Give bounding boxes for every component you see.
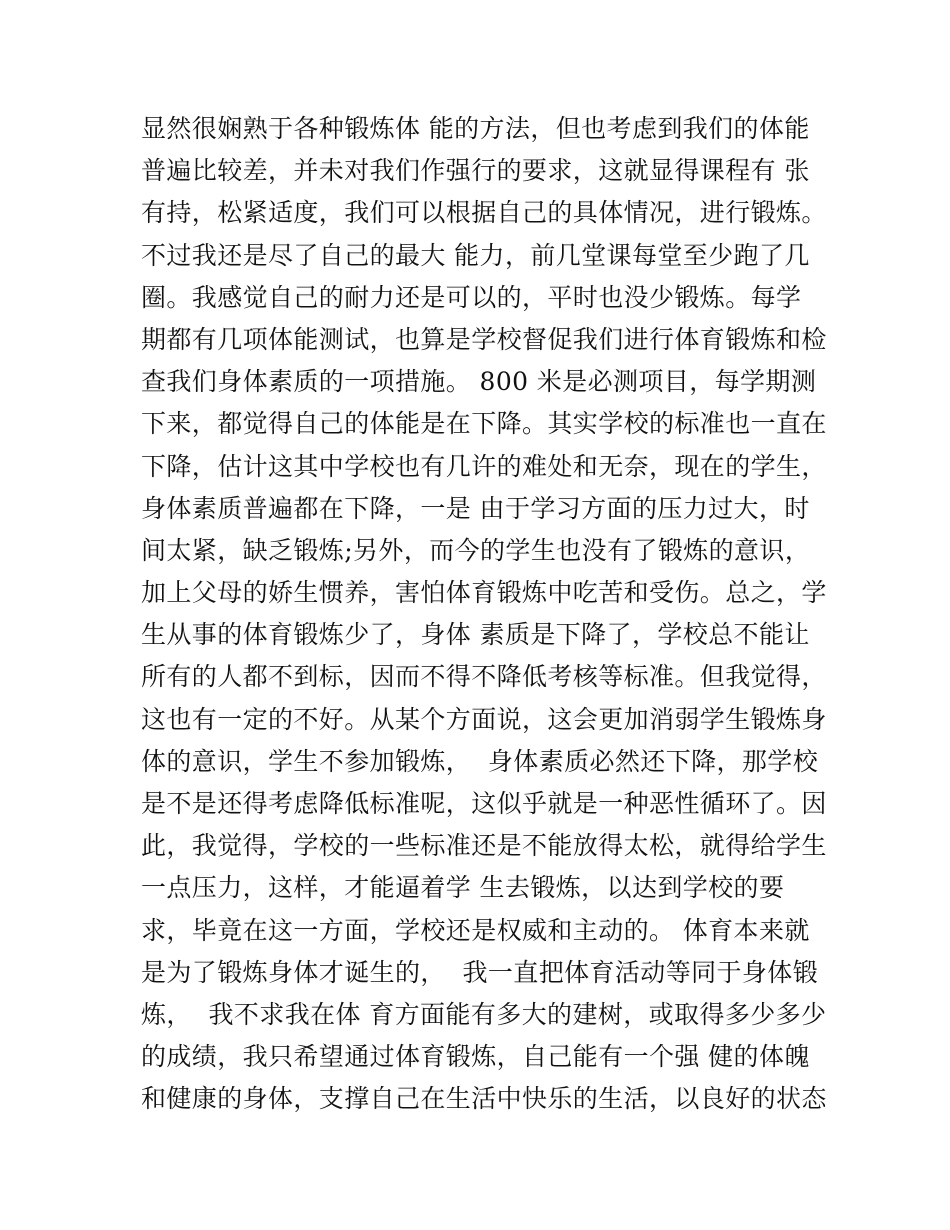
text-line: 此，我觉得，学校的一些标准还是不能放得太松，就得给学生 bbox=[141, 831, 827, 861]
text-line: 加上父母的娇生惯养，害怕体育锻炼中吃苦和受伤。总之，学 bbox=[141, 578, 827, 608]
text-line: 显然很娴熟于各种锻炼体 能的方法，但也考虑到我们的体能 bbox=[141, 114, 810, 143]
text-line: 圈。我感觉自己的耐力还是可以的，平时也没少锻炼。每学 bbox=[141, 282, 802, 312]
text-line: 体的意识，学生不参加锻炼， 身体素质必然还下降，那学校 bbox=[141, 746, 819, 776]
text-line: 这也有一定的不好。从某个方面说，这会更加消弱学生锻炼身 bbox=[141, 704, 827, 734]
text-line: 普遍比较差，并未对我们作强行的要求，这就显得课程有 张 bbox=[141, 156, 810, 186]
text-line: 查我们身体素质的一项措施。 800 米是必测项目，每学期测 bbox=[141, 367, 817, 397]
text-line: 是为了锻炼身体才诞生的， 我一直把体育活动等同于身体锻 bbox=[141, 957, 819, 987]
text-line: 身体素质普遍都在下降，一是 由于学习方面的压力过大，时 bbox=[141, 493, 810, 523]
text-line: 是不是还得考虑降低标准呢，这似乎就是一种恶性循环了。因 bbox=[141, 789, 827, 818]
text-line: 一点压力，这样，才能逼着学 生去锻炼，以达到学校的要 bbox=[141, 873, 785, 903]
text-line: 炼， 我不求我在体 育方面能有多大的建树，或取得多少多少 bbox=[141, 999, 827, 1029]
text-line: 不过我还是尽了自己的最大 能力，前几堂课每堂至少跑了几 bbox=[141, 240, 810, 270]
text-line: 的成绩，我只希望通过体育锻炼，自己能有一个强 健的体魄 bbox=[141, 1042, 810, 1072]
text-line: 下降，估计这其中学校也有几许的难处和无奈，现在的学生， bbox=[141, 451, 827, 481]
text-line: 生从事的体育锻炼少了，身体 素质是下降了，学校总不能让 bbox=[141, 620, 810, 650]
text-line: 有持，松紧适度，我们可以根据自己的具体情况，进行锻炼。 bbox=[141, 198, 827, 228]
text-line: 求，毕竟在这一方面，学校还是权威和主动的。 体育本来就 bbox=[141, 915, 810, 945]
text-line: 和健康的身体，支撑自己在生活中快乐的生活，以良好的状态 bbox=[141, 1084, 827, 1114]
text-line: 间太紧，缺乏锻炼;另外，而今的学生也没有了锻炼的意识， bbox=[141, 535, 811, 565]
text-line: 下来，都觉得自己的体能是在下降。其实学校的标准也一直在 bbox=[141, 409, 827, 439]
text-line: 期都有几项体能测试，也算是学校督促我们进行体育锻炼和检 bbox=[141, 324, 827, 354]
text-line: 所有的人都不到标，因而不得不降低考核等标准。但我觉得， bbox=[141, 662, 827, 692]
body-text bbox=[141, 108, 827, 1121]
